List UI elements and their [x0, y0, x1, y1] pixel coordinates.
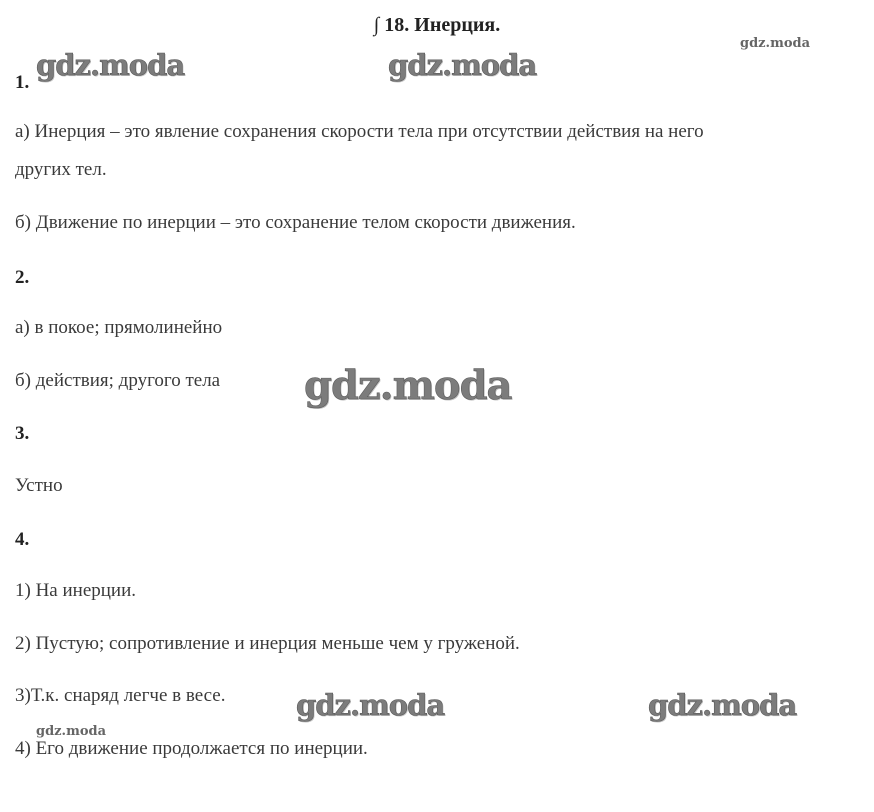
- answer-line: 1) На инерции.: [15, 580, 137, 601]
- answer-line: 4) Его движение продолжается по инерции.: [15, 738, 368, 759]
- answer-line: других тел.: [15, 159, 107, 180]
- watermark-logo: gdz.moda: [648, 688, 797, 722]
- answer-line: Устно: [15, 475, 63, 496]
- answer-line: б) действия; другого тела: [15, 370, 221, 391]
- watermark-logo: gdz.moda: [740, 36, 811, 51]
- task-number: 2.: [15, 267, 30, 288]
- answer-line: 2) Пустую; сопротивление и инерция меньше чем у груженой.: [15, 633, 520, 654]
- page-title: ∫ 18. Инерция.: [373, 14, 501, 36]
- watermark-logo: gdz.moda: [36, 724, 107, 739]
- answer-line: а) в покое; прямолинейно: [15, 317, 223, 338]
- watermark-logo: gdz.moda: [36, 48, 185, 82]
- task-number: 1.: [15, 72, 30, 93]
- watermark-logo: gdz.moda: [388, 48, 537, 82]
- task-number: 3.: [15, 423, 30, 444]
- watermark-logo: gdz.moda: [296, 688, 445, 722]
- answer-line: 3)Т.к. снаряд легче в весе.: [15, 685, 226, 706]
- watermark-logo: gdz.moda: [304, 362, 512, 409]
- answer-line: а) Инерция – это явление сохранения скорости тела при отсутствии действия на него: [15, 121, 704, 142]
- task-number: 4.: [15, 529, 30, 550]
- answer-line: б) Движение по инерции – это сохранение телом скорости движения.: [15, 212, 576, 233]
